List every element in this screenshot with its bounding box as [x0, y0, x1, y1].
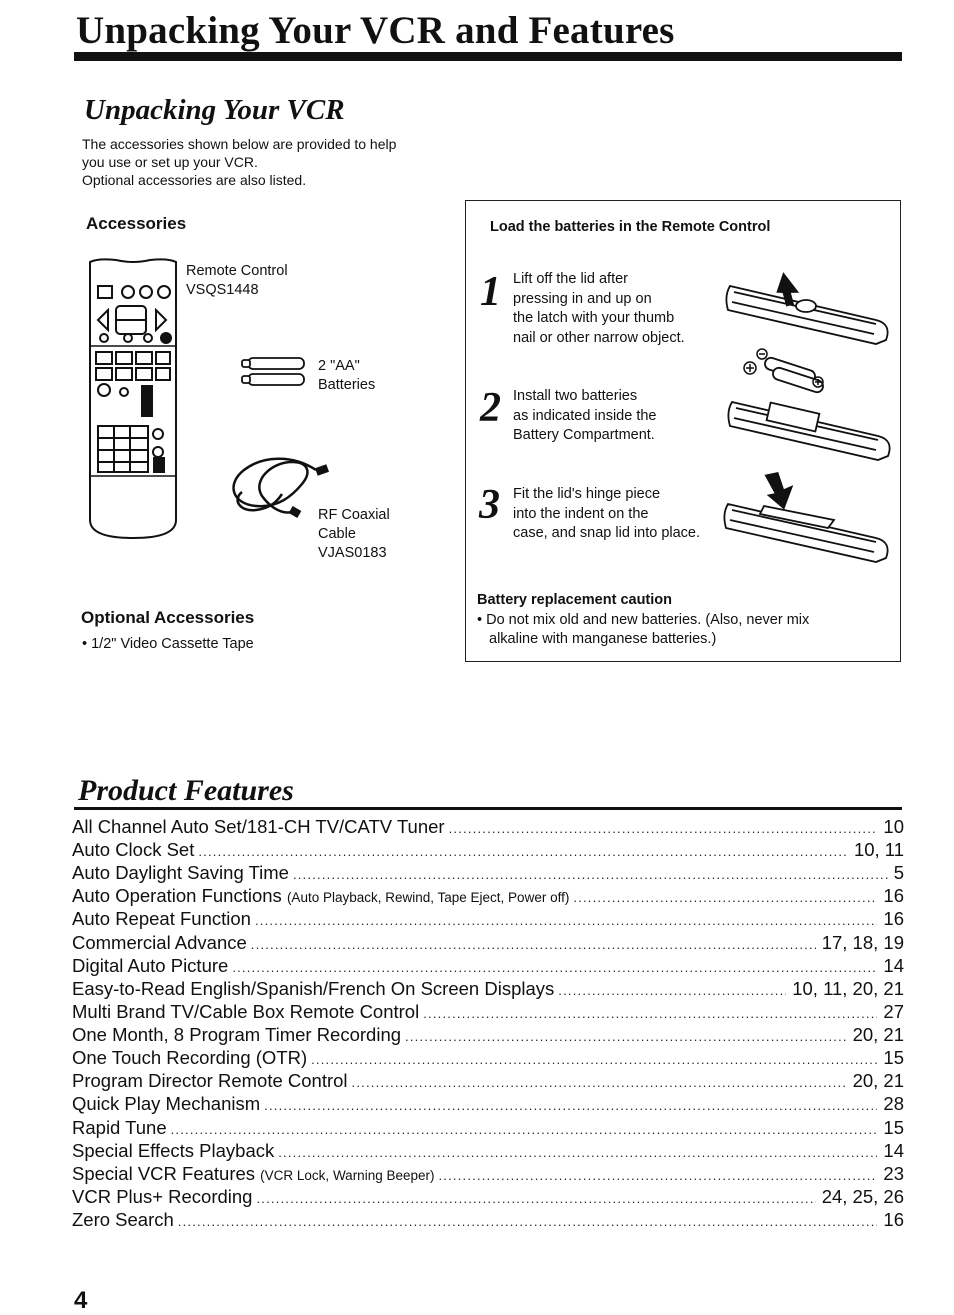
features-rule — [74, 807, 902, 810]
feature-name — [72, 932, 247, 954]
feature-pages: 16 — [883, 908, 904, 930]
remote-lid-open-icon — [726, 266, 896, 348]
feature-name-text: Program Director Remote Control — [72, 1070, 348, 1092]
feature-pages: 23 — [883, 1162, 904, 1184]
step-number: 1 — [480, 269, 501, 315]
dot-leader — [178, 1214, 878, 1229]
step-text — [513, 387, 728, 446]
remote-control-label — [186, 262, 288, 300]
feature-row — [72, 1024, 904, 1047]
features-heading: Product Features — [78, 774, 294, 807]
feature-pages: 28 — [883, 1093, 904, 1115]
accessory-label-line: VJAS0183 — [318, 545, 387, 561]
feature-name — [72, 908, 251, 930]
feature-name-text: Special VCR Features — [72, 1162, 256, 1184]
feature-row — [72, 1163, 904, 1186]
dot-leader — [573, 890, 877, 905]
feature-row — [72, 955, 904, 978]
feature-name — [72, 1140, 274, 1162]
feature-pages: 15 — [883, 1116, 904, 1138]
feature-name-text: One Month, 8 Program Timer Recording — [72, 1024, 402, 1046]
step-line: into the indent on the — [513, 505, 649, 522]
feature-row — [72, 908, 904, 931]
feature-row — [72, 1093, 904, 1116]
feature-row — [72, 1047, 904, 1070]
feature-pages: 10, 11, 20, 21 — [792, 977, 904, 999]
accessory-label-line: 2 "AA" — [318, 358, 360, 374]
title-rule — [74, 52, 902, 61]
step-line: nail or other narrow object. — [513, 329, 685, 346]
dot-leader — [232, 960, 877, 975]
accessory-label-line: RF Coaxial — [318, 507, 390, 523]
page-number: 4 — [74, 1287, 88, 1314]
feature-row — [72, 1001, 904, 1024]
caution-text: • Do not mix old and new batteries. (Also, never mix alkaline with manganese batteries.) — [477, 612, 810, 647]
feature-name — [72, 955, 228, 977]
feature-name — [72, 1024, 401, 1046]
step-number: 2 — [480, 385, 501, 431]
feature-row — [72, 978, 904, 1001]
feature-name-text: Easy-to-Read English/Spanish/French On Screen Displays — [72, 977, 555, 999]
intro-line: The accessories shown below are provided to help — [82, 136, 397, 152]
step-line: Lift off the lid after — [513, 271, 628, 287]
optional-accessories-heading: Optional Accessories — [81, 608, 255, 627]
feature-pages: 14 — [883, 1139, 904, 1161]
feature-name-text: Zero Search — [72, 1209, 174, 1231]
optional-item: • 1/2" Video Cassette Tape — [82, 636, 254, 652]
feature-row — [72, 1186, 904, 1209]
step-line: case, and snap lid into place. — [513, 525, 701, 541]
intro-line: Optional accessories are also listed. — [82, 172, 307, 188]
feature-name — [72, 1093, 260, 1115]
dot-leader — [171, 1122, 878, 1137]
dot-leader — [198, 844, 848, 859]
step-text — [513, 485, 728, 544]
feature-name-text: Rapid Tune — [72, 1116, 167, 1138]
feature-row — [72, 1209, 904, 1232]
feature-name-text: Special Effects Playback — [72, 1139, 275, 1161]
feature-name-text: Commercial Advance — [72, 931, 247, 953]
feature-pages: 15 — [883, 1047, 904, 1069]
feature-pages: 16 — [883, 1209, 904, 1231]
feature-name-text: Auto Operation Functions — [72, 885, 282, 907]
dot-leader — [251, 937, 816, 952]
dot-leader — [278, 1145, 877, 1160]
feature-pages: 10 — [883, 816, 904, 837]
feature-name — [72, 839, 194, 861]
dot-leader — [311, 1052, 877, 1067]
dot-leader — [264, 1098, 877, 1113]
feature-name-text: Quick Play Mechanism — [72, 1093, 261, 1115]
feature-name-text: VCR Plus+ Recording — [72, 1185, 253, 1207]
feature-name — [72, 816, 445, 838]
feature-row — [72, 1117, 904, 1140]
dot-leader — [558, 983, 786, 998]
feature-name-text: One Touch Recording (OTR) — [72, 1047, 308, 1069]
caution-line: Do not mix old and new batteries. (Also, never mix — [486, 612, 810, 628]
batteries-icon — [240, 356, 306, 388]
feature-pages: 20, 21 — [852, 1070, 904, 1092]
feature-pages: 10, 11 — [853, 839, 904, 861]
remote-control-icon — [88, 258, 178, 540]
feature-note: (VCR Lock, Warning Beeper) — [260, 1167, 435, 1183]
feature-name-text: Auto Clock Set — [72, 839, 195, 861]
accessory-label-line: VSQS1448 — [186, 282, 259, 298]
feature-pages: 17, 18, 19 — [821, 931, 904, 953]
dot-leader — [449, 821, 878, 836]
feature-row — [72, 1070, 904, 1093]
feature-pages: 20, 21 — [852, 1024, 904, 1046]
feature-name — [72, 862, 289, 884]
feature-name — [72, 1001, 419, 1023]
feature-pages: 14 — [883, 954, 904, 976]
feature-row — [72, 1140, 904, 1163]
step-line: Fit the lid's hinge piece — [513, 486, 661, 502]
feature-row — [72, 816, 904, 839]
page-title: Unpacking Your VCR and Features — [76, 9, 675, 52]
step-number: 3 — [479, 482, 500, 528]
accessory-label-line: Cable — [318, 526, 356, 542]
unpacking-intro — [82, 135, 396, 189]
feature-row — [72, 885, 904, 908]
accessory-label-line: Remote Control — [186, 263, 288, 279]
feature-pages: 5 — [893, 862, 904, 884]
feature-row — [72, 932, 904, 955]
dot-leader — [352, 1075, 847, 1090]
step-line: pressing in and up on — [513, 290, 652, 307]
feature-row — [72, 839, 904, 862]
dot-leader — [255, 913, 877, 928]
accessory-label-line: Batteries — [318, 377, 376, 393]
dot-leader — [423, 1006, 877, 1021]
feature-name — [72, 1070, 348, 1092]
dot-leader — [405, 1029, 847, 1044]
step-line: the latch with your thumb — [513, 310, 675, 326]
caution-line: alkaline with manganese batteries.) — [489, 631, 717, 647]
dot-leader — [439, 1168, 878, 1183]
dot-leader — [293, 867, 888, 882]
caution-heading: Battery replacement caution — [477, 592, 673, 608]
dot-leader — [256, 1191, 815, 1206]
coaxial-cable-label — [318, 506, 390, 563]
feature-name — [72, 1117, 167, 1139]
feature-name — [72, 1186, 252, 1208]
feature-name-text: Digital Auto Picture — [72, 954, 229, 976]
feature-name-text: Auto Repeat Function — [72, 908, 251, 930]
step-line: Battery Compartment. — [513, 427, 655, 443]
feature-name-text: All Channel Auto Set/181-CH TV/CATV Tuner — [72, 816, 445, 837]
feature-name — [72, 1209, 174, 1231]
batteries-label — [318, 357, 375, 395]
optional-item-label: 1/2" Video Cassette Tape — [91, 636, 254, 652]
feature-pages: 27 — [883, 1000, 904, 1022]
accessories-heading: Accessories — [86, 214, 187, 233]
battery-install-icon — [728, 350, 896, 468]
feature-pages: 24, 25, 26 — [821, 1185, 904, 1207]
feature-name — [72, 885, 569, 907]
feature-name-text: Multi Brand TV/Cable Box Remote Control — [72, 1000, 420, 1022]
step-text — [513, 270, 728, 348]
feature-name — [72, 978, 554, 1000]
feature-note: (Auto Playback, Rewind, Tape Eject, Power off) — [286, 890, 570, 906]
battery-box-heading: Load the batteries in the Remote Control — [490, 219, 771, 235]
intro-line: you use or set up your VCR. — [82, 154, 258, 170]
unpacking-heading: Unpacking Your VCR — [84, 94, 345, 126]
feature-name-text: Auto Daylight Saving Time — [72, 862, 289, 884]
step-line: Install two batteries — [513, 388, 638, 404]
feature-name — [72, 1163, 435, 1185]
remote-lid-close-icon — [724, 470, 896, 570]
feature-pages: 16 — [883, 885, 904, 907]
feature-name — [72, 1047, 307, 1069]
feature-row — [72, 862, 904, 885]
step-line: as indicated inside the — [513, 407, 657, 424]
